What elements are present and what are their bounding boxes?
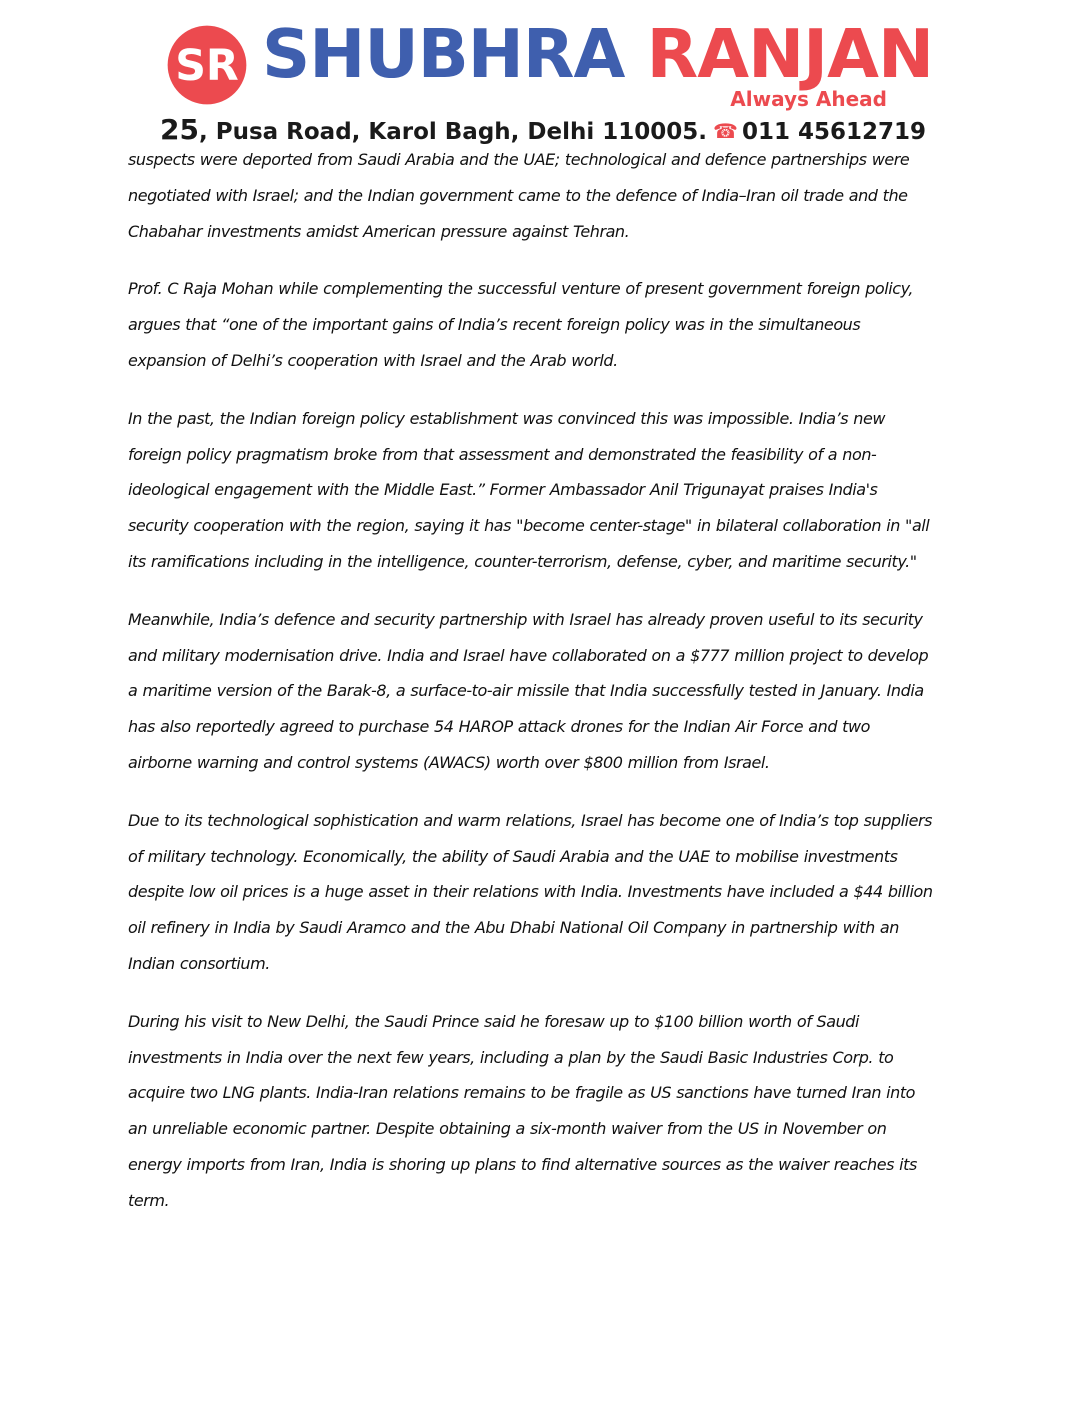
text-line: Chabahar investments amidst American pressure against Tehran. <box>128 221 630 241</box>
text-line: argues that “one of the important gains of India’s recent foreign policy was in the simultaneous <box>128 315 861 335</box>
text-line: expansion of Delhi’s cooperation with Israel and the Arab world. <box>128 350 618 370</box>
text-line: and military modernisation drive. India and Israel have collaborated on a $777 million project to develop <box>128 645 929 665</box>
text-line: security cooperation with the region, saying it has "become center-stage" in bilateral collaboration in "all <box>128 516 930 536</box>
text-line: term. <box>128 1190 170 1210</box>
text-line: ideological engagement with the Middle East.” Former Ambassador Anil Trigunayat praises India's <box>128 480 878 500</box>
text-line: its ramifications including in the intelligence, counter-terrorism, defense, cyber, and maritime security." <box>128 551 917 571</box>
phone-icon: ☎ <box>713 119 738 143</box>
text-line: oil refinery in India by Saudi Aramco and the Abu Dhabi National Oil Company in partnership with an <box>128 918 899 938</box>
brand-tagline: Always Ahead <box>730 87 887 111</box>
paragraph <box>128 602 968 781</box>
text-line: acquire two LNG plants. India-Iran relations remains to be fragile as US sanctions have turned Iran into <box>128 1083 916 1103</box>
paragraph <box>128 401 968 580</box>
text-line: During his visit to New Delhi, the Saudi Prince said he foresaw up to $100 billion worth of Saudi <box>128 1011 859 1031</box>
text-line: energy imports from Iran, India is shoring up plans to find alternative sources as the waiver reaches its <box>128 1154 917 1174</box>
text-line: negotiated with Israel; and the Indian government came to the defence of India–Iran oil trade and the <box>128 185 908 205</box>
document-body <box>128 142 968 1241</box>
phone-number: 011 45612719 <box>741 119 926 145</box>
brand-name <box>262 14 933 94</box>
text-line: despite low oil prices is a huge asset in their relations with India. Investments have included a $44 billion <box>128 882 933 902</box>
letterhead <box>0 0 1088 150</box>
text-line: an unreliable economic partner. Despite obtaining a six-month waiver from the US in November on <box>128 1119 887 1139</box>
text-line: Meanwhile, India’s defence and security partnership with Israel has already proven useful to its security <box>128 609 923 629</box>
address-number: 25 <box>160 113 199 146</box>
paragraph <box>128 271 968 378</box>
text-line: Due to its technological sophistication and warm relations, Israel has become one of India’s top suppliers <box>128 810 933 830</box>
text-line: airborne warning and control systems (AWACS) worth over $800 million from Israel. <box>128 752 770 772</box>
address-text: , Pusa Road, Karol Bagh, Delhi 110005. <box>198 119 708 145</box>
paragraph <box>128 1004 968 1219</box>
paragraph <box>128 142 968 249</box>
text-line: Indian consortium. <box>128 953 270 973</box>
text-line: has also reportedly agreed to purchase 54 HAROP attack drones for the Indian Air Force and two <box>128 717 870 737</box>
brand-first: SHUBHRA <box>262 15 625 93</box>
text-line: suspects were deported from Saudi Arabia and the UAE; technological and defence partnerships were <box>128 150 910 169</box>
text-line: foreign policy pragmatism broke from that assessment and demonstrated the feasibility of a non- <box>128 444 877 464</box>
sr-logo-icon <box>166 24 248 106</box>
paragraph <box>128 803 968 982</box>
text-line: a maritime version of the Barak-8, a surface-to-air missile that India successfully tested in January. India <box>128 681 924 701</box>
text-line: investments in India over the next few years, including a plan by the Saudi Basic Industries Corp. to <box>128 1047 894 1067</box>
text-line: Prof. C Raja Mohan while complementing the successful venture of present government foreign policy, <box>128 279 914 299</box>
text-line: of military technology. Economically, the ability of Saudi Arabia and the UAE to mobilise investments <box>128 846 898 866</box>
brand-second: RANJAN <box>646 15 934 93</box>
text-line: In the past, the Indian foreign policy establishment was convinced this was impossible. India’s new <box>128 408 886 428</box>
logo-text: SR <box>175 40 239 91</box>
